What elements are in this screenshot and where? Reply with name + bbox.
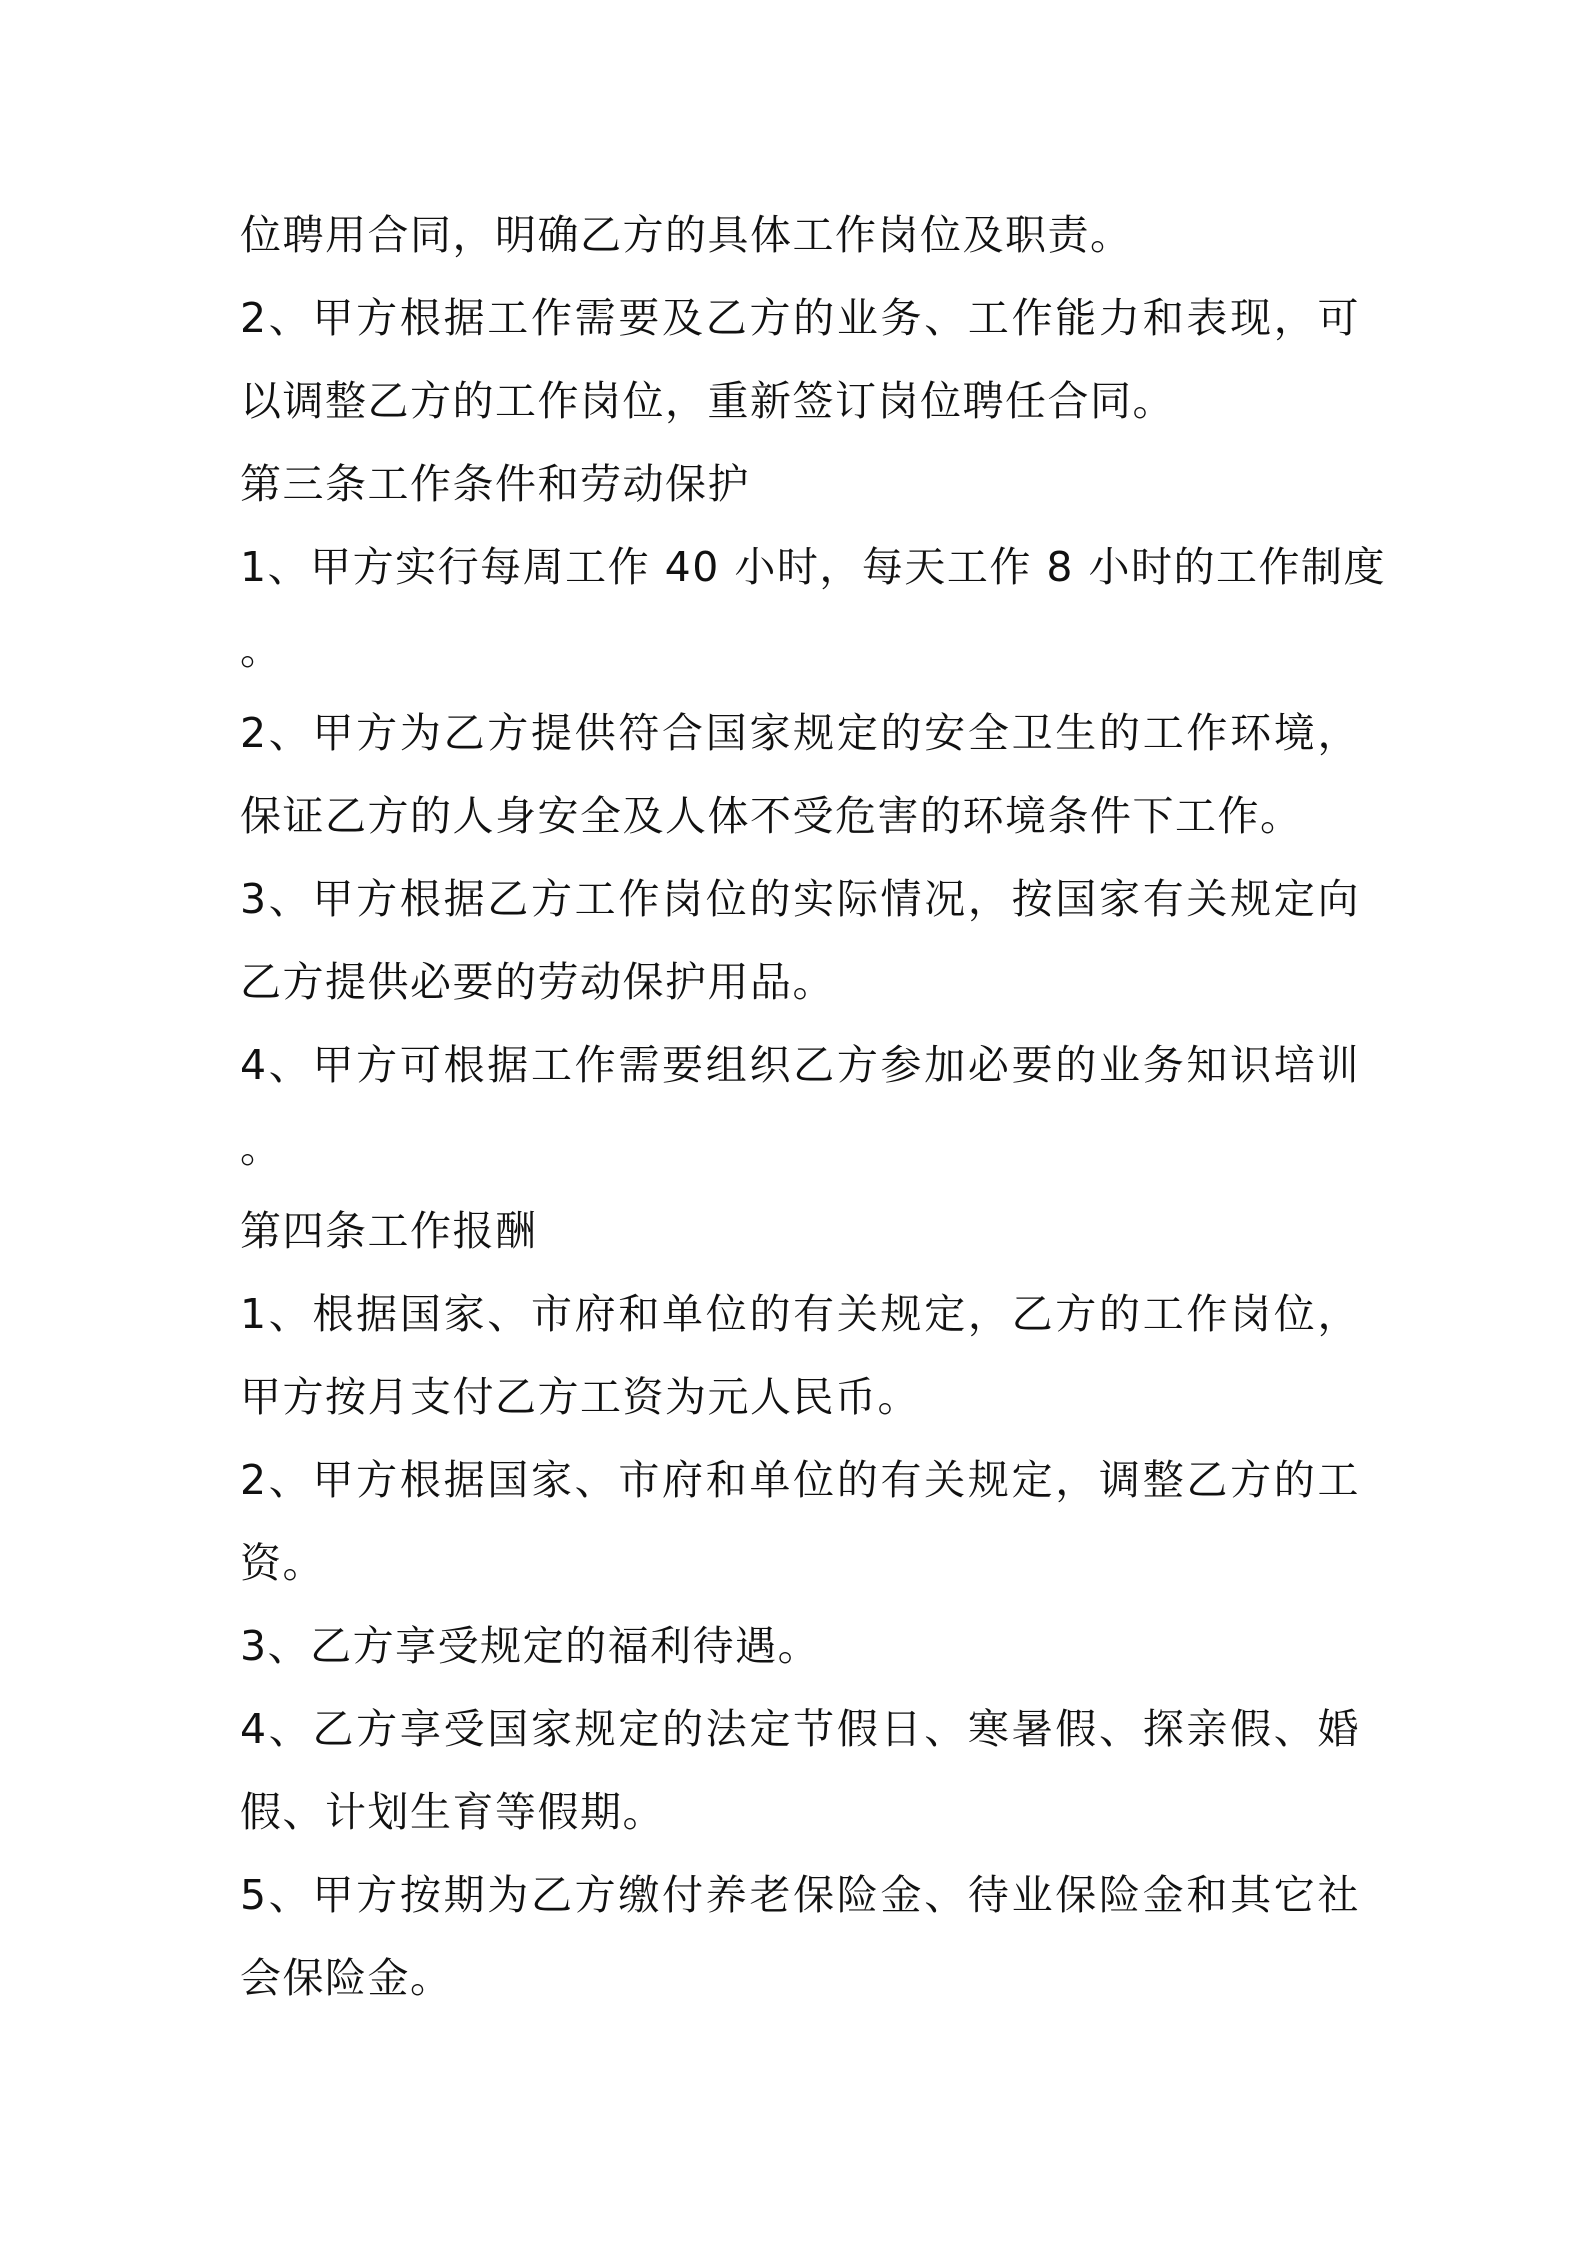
text-line: 。 xyxy=(240,1124,283,1172)
text-line: 3、甲方根据乙方工作岗位的实际情况，按国家有关规定向 xyxy=(240,875,1360,923)
text-line: 以调整乙方的工作岗位，重新签订岗位聘任合同。 xyxy=(240,377,1175,425)
text-line: 4、乙方享受国家规定的法定节假日、寒暑假、探亲假、婚 xyxy=(240,1705,1360,1753)
text-line: 5、甲方按期为乙方缴付养老保险金、待业保险金和其它社 xyxy=(240,1871,1360,1919)
text-line: 1、根据国家、市府和单位的有关规定，乙方的工作岗位， xyxy=(240,1290,1360,1338)
text-line: 2、甲方根据国家、市府和单位的有关规定，调整乙方的工 xyxy=(240,1456,1360,1504)
text-line: 1、甲方实行每周工作 40 小时，每天工作 8 小时的工作制度 xyxy=(240,543,1386,591)
text-line: 甲方按月支付乙方工资为元人民币。 xyxy=(240,1373,920,1421)
text-line: 假、计划生育等假期。 xyxy=(240,1788,665,1836)
text-line: 4、甲方可根据工作需要组织乙方参加必要的业务知识培训 xyxy=(240,1041,1360,1089)
text-line: 会保险金。 xyxy=(240,1954,453,2002)
section-heading: 第四条工作报酬 xyxy=(240,1207,538,1255)
text-line: 资。 xyxy=(240,1539,325,1587)
text-line: 3、乙方享受规定的福利待遇。 xyxy=(240,1622,821,1670)
text-line: 位聘用合同，明确乙方的具体工作岗位及职责。 xyxy=(240,211,1133,259)
document-body xyxy=(240,194,1386,2020)
text-line: 保证乙方的人身安全及人体不受危害的环境条件下工作。 xyxy=(240,792,1303,840)
text-line: 2、甲方为乙方提供符合国家规定的安全卫生的工作环境， xyxy=(240,709,1360,757)
section-heading: 第三条工作条件和劳动保护 xyxy=(240,460,750,508)
text-line: 乙方提供必要的劳动保护用品。 xyxy=(240,958,835,1006)
text-line: 2、甲方根据工作需要及乙方的业务、工作能力和表现，可 xyxy=(240,294,1360,342)
text-line: 。 xyxy=(240,626,283,674)
